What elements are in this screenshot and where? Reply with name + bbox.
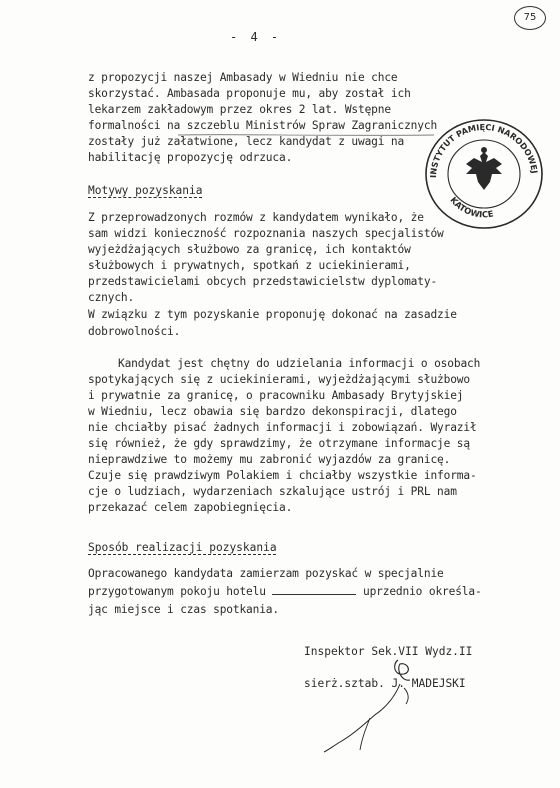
paragraph-2-line-8: Czuje się prawdziwym Polakiem i chciałby wszystkie informa- bbox=[88, 469, 477, 482]
section-heading-motywy: Motywy pozyskania bbox=[88, 184, 203, 197]
stamp-top-text: INSTYTUT PAMIĘCI NARODOWEJ bbox=[427, 121, 540, 179]
hotel-blank-line bbox=[272, 584, 356, 595]
paragraph-2-line-6: się również, że gdy sprawdzimy, że otrzymane informacje są bbox=[88, 437, 470, 450]
paragraph-2-line-5: nie chciałby pisać żadnych informacji i zobowiązań. Wyraził bbox=[88, 421, 477, 434]
paragraph-1-line-3: lekarzem zakładowym przez okres 2 lat. Wstępne bbox=[88, 103, 391, 116]
paragraph-1-line-6: habilitację propozycję odrzuca. bbox=[88, 151, 293, 164]
paragraph-1-line-1: z propozycji naszej Ambasady w Wiedniu nie chce bbox=[88, 71, 398, 84]
section-heading-sposob: Sposób realizacji pozyskania bbox=[88, 541, 277, 554]
signature-title: Inspektor Sek.VII Wydz.II bbox=[304, 645, 473, 658]
paragraph-2-line-10: przekazać celem zapobiegnięcia. bbox=[88, 501, 293, 514]
section-1-line-2: sam widzi konieczność rozpoznania naszych specjalistów bbox=[88, 227, 444, 240]
stamp-bottom-text: KATOWICE bbox=[448, 194, 495, 220]
svg-text:KATOWICE bbox=[448, 195, 494, 220]
strikethrough-stroke bbox=[176, 133, 436, 137]
section-2-line-2-after: uprzednio określa- bbox=[363, 585, 482, 598]
paragraph-2-line-4: w Wiedniu, lecz obawia się bardzo dekonspiracji, dlatego bbox=[88, 405, 457, 418]
paragraph-2-line-3: i prywatnie za granicę, o pracowniku Ambasady Brytyjskiej bbox=[88, 389, 464, 402]
section-1-line-1: Z przeprowadzonych rozmów z kandydatem wynikało, że bbox=[88, 211, 424, 224]
section-1-line-3: wyjeżdżających służbowo za granicę, ich kontaktów bbox=[88, 243, 411, 256]
paragraph-1-line-5: zostały już załatwione, lecz kandydat z uwagi na bbox=[88, 135, 405, 148]
handwritten-signature bbox=[300, 654, 420, 764]
section-1-line-5: przedstawicielami obcych przedstawicielstw dyplomaty- bbox=[88, 275, 438, 288]
paragraph-2-line-1: Kandydat jest chętny do udzielania informacji o osobach bbox=[118, 357, 481, 370]
eagle-emblem-icon bbox=[466, 147, 502, 190]
paragraph-2-line-9: cje o ludziach, wydarzeniach szkalujące ustrój i PRL nam bbox=[88, 485, 457, 498]
section-1-line-6: cznych. bbox=[88, 291, 135, 304]
section-1-line-7: W związku z tym pozyskanie proponuję dokonać na zasadzie bbox=[88, 308, 457, 321]
section-2-line-3: jąc miejsce i czas spotkania. bbox=[88, 603, 279, 616]
section-1-line-8: dobrowolności. bbox=[88, 325, 181, 338]
archive-number-mark: 75 bbox=[514, 6, 546, 30]
signature-name: sierż.sztab. J. MADEJSKI bbox=[304, 677, 466, 690]
section-2-line-1: Opracowanego kandydata zamierzam pozyskać w specjalnie bbox=[88, 567, 444, 580]
page-number: - 4 - bbox=[230, 30, 282, 44]
paragraph-2-line-2: spotykających się z uciekinierami, wyjeżdżającymi służbowo bbox=[88, 373, 470, 386]
ipn-stamp bbox=[410, 108, 558, 232]
paragraph-2-line-7: nieprawdziwe to możemy mu zabronić wyjazdów za granicę. bbox=[88, 453, 451, 466]
paragraph-1-line-2: skorzystać. Ambasada proponuje mu, aby został ich bbox=[88, 87, 411, 100]
section-1-line-4: służbowych i prywatnych, spotkań z uciekinierami, bbox=[88, 259, 411, 272]
paragraph-1-line-4: formalności na szczeblu Ministrów Spraw Zagranicznych bbox=[88, 119, 438, 132]
section-2-line-2-before: przygotowanym pokoju hotelu bbox=[88, 585, 266, 598]
section-2-line-2 bbox=[88, 584, 482, 600]
